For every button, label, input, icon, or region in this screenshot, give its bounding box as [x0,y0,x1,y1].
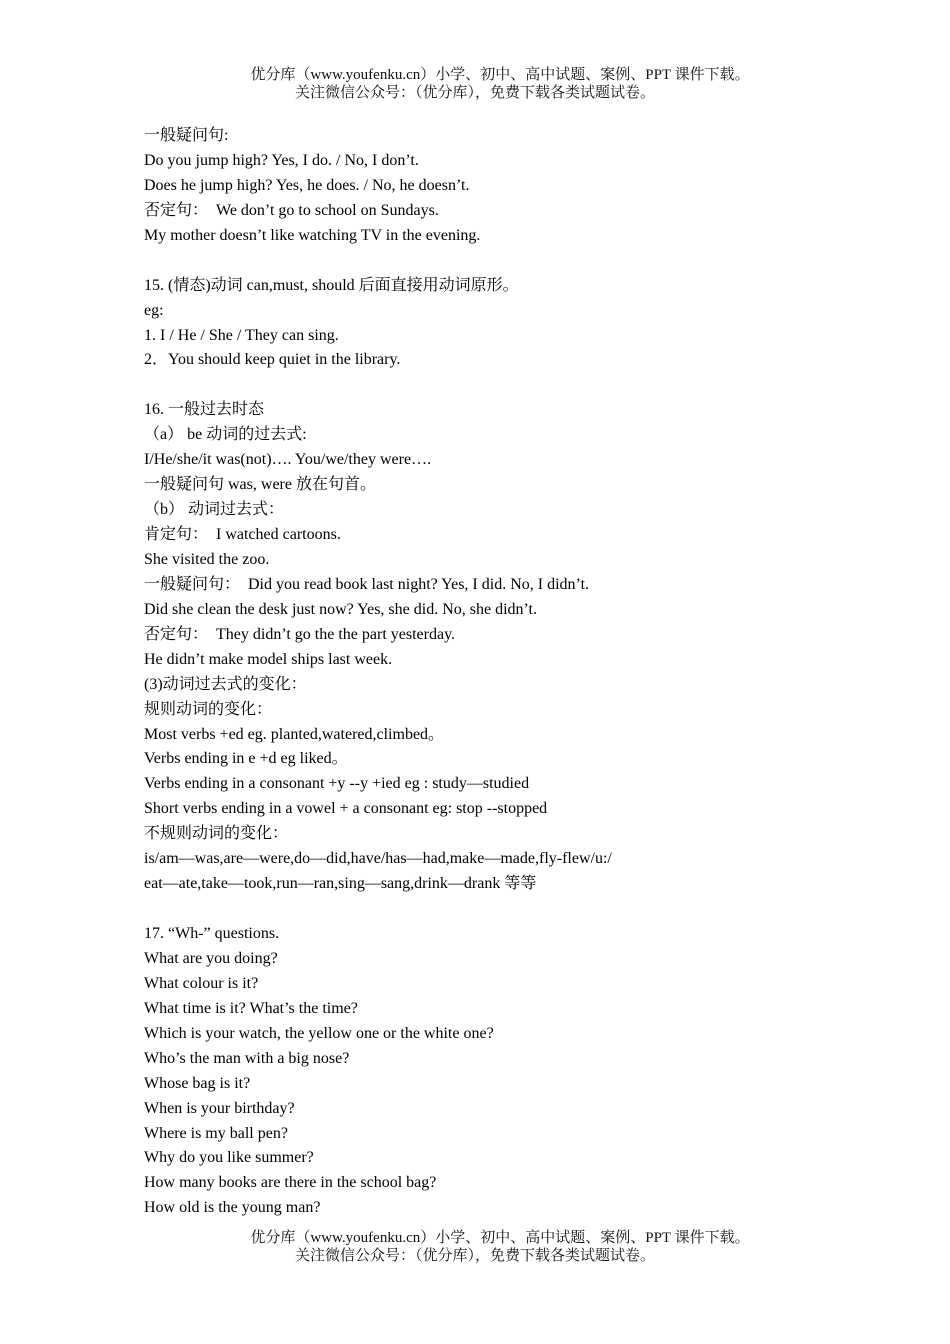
text-line: （a） be 动词的过去式: [144,426,307,444]
text-line: 不规则动词的变化： [144,825,289,843]
text-line: I/He/she/it was(not)…. You/we/they were…. [144,451,432,469]
text-line: 一般疑问句 was, were 放在句首。 [144,476,376,494]
text-line: 否定句： We don’t go to school on Sundays. [144,201,439,219]
text-line: Did she clean the desk just now? Yes, she did. No, she didn’t. [144,600,537,618]
text-line: Do you jump high? Yes, I do. / No, I don’t. [144,151,419,169]
text-line: Who’s the man with a big nose? [144,1049,350,1067]
text-line: Most verbs +ed eg. planted,watered,climbed。 [144,725,445,743]
text-line: What are you doing? [144,949,278,967]
text-line: When is your birthday? [144,1099,295,1117]
text-line: eat—ate,take—took,run—ran,sing—sang,drink—drank 等等 [144,875,537,893]
document-body [144,124,824,1221]
text-line: He didn’t make model ships last week. [144,650,393,668]
text-line: (3)动词过去式的变化： [144,675,307,693]
text-line: （b） 动词过去式： [144,501,285,519]
text-line: 1. I / He / She / They can sing. [144,326,339,344]
text-line: What colour is it? [144,974,259,992]
page-footer [0,1229,950,1265]
text-line: Verbs ending in a consonant +y --y +ied eg : study—studied [144,775,530,793]
text-line: is/am—was,are—were,do—did,have/has—had,make—made,fly-flew/u:/ [144,850,612,868]
footer-line-2: 关注微信公众号：（优分库），免费下载各类试题试卷。 [294,1248,655,1264]
text-line: 15. (情态)动词 can,must, should 后面直接用动词原形。 [144,276,519,294]
text-line: eg: [144,301,164,319]
blank-line [144,897,824,922]
text-line: 规则动词的变化： [144,700,273,718]
text-line: 一般疑问句: [144,127,229,144]
text-line: Why do you like summer? [144,1149,314,1167]
text-line: She visited the zoo. [144,550,270,568]
text-line: My mother doesn’t like watching TV in the evening. [144,226,481,244]
text-line: How many books are there in the school bag? [144,1174,437,1192]
text-line: Where is my ball pen? [144,1124,288,1142]
text-line: 2．You should keep quiet in the library. [144,351,401,369]
text-line: 一般疑问句： Did you read book last night? Yes, I did. No, I didn’t. [144,575,590,593]
text-line: 17. “Wh-” questions. [144,925,280,942]
text-line: How old is the young man? [144,1199,321,1217]
blank-line [144,373,824,398]
text-line: 16. 一般过去时态 [144,401,265,419]
text-line: Which is your watch, the yellow one or the white one? [144,1024,494,1042]
text-line: 肯定句： I watched cartoons. [144,526,341,543]
header-line-2: 关注微信公众号：（优分库），免费下载各类试题试卷。 [294,85,655,101]
header-line-1: 优分库（www.youfenku.cn）小学、初中、高中试题、案例、PPT 课件下载。 [250,67,750,83]
text-line: Short verbs ending in a vowel + a consonant eg: stop --stopped [144,800,548,818]
text-line: Does he jump high? Yes, he does. / No, he doesn’t. [144,176,470,194]
footer-line-1: 优分库（www.youfenku.cn）小学、初中、高中试题、案例、PPT 课件下载。 [250,1230,750,1246]
text-line: What time is it? What’s the time? [144,999,358,1017]
text-line: Verbs ending in e +d eg liked。 [144,750,348,768]
page-header [0,66,950,102]
text-line: Whose bag is it? [144,1074,251,1092]
blank-line [144,249,824,274]
text-line: 否定句： They didn’t go the the part yesterday. [144,625,456,643]
